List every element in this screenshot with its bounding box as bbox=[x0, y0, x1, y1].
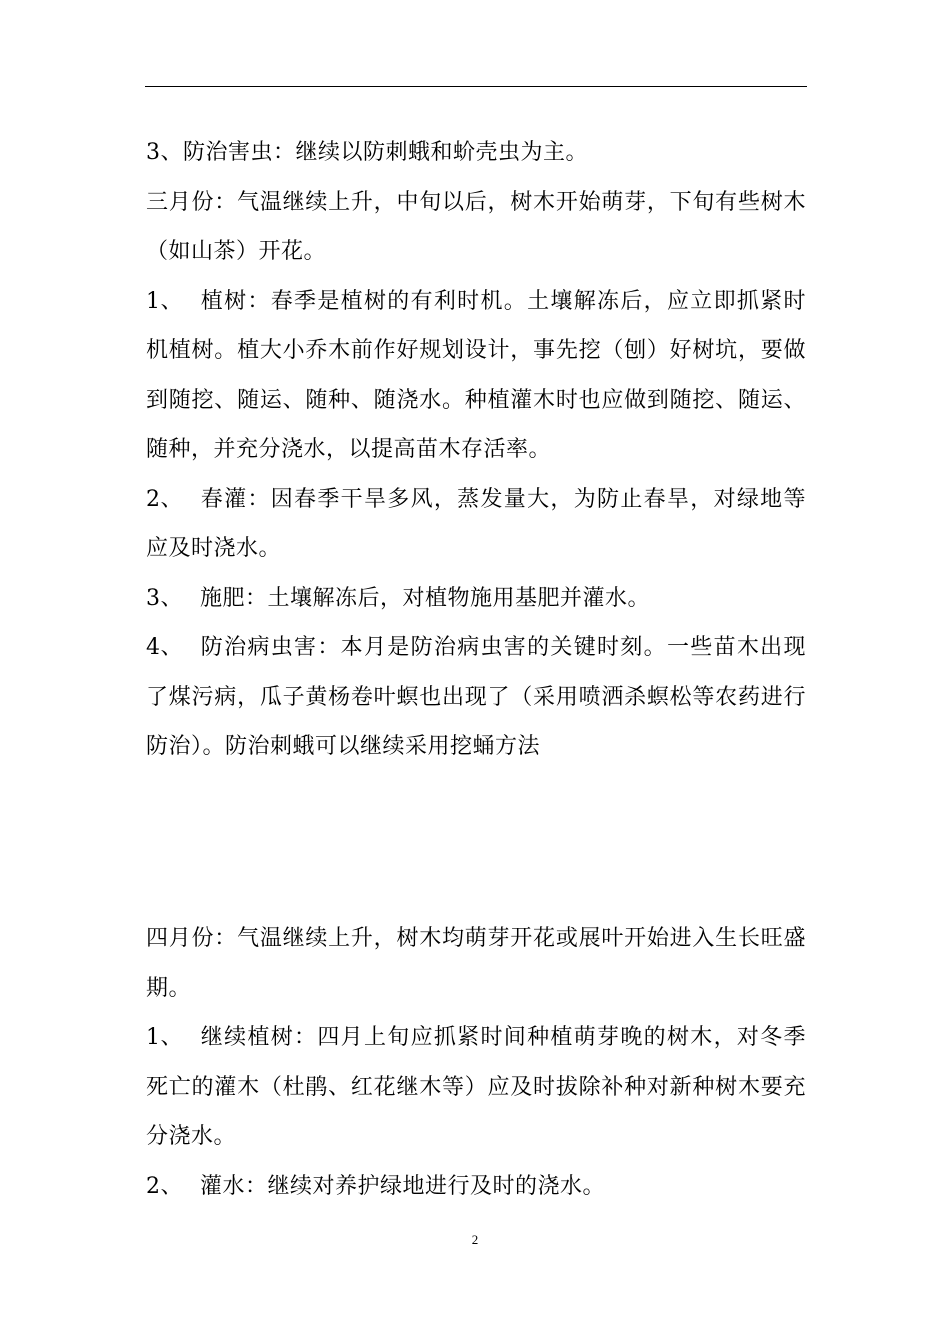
list-item bbox=[146, 1013, 806, 1162]
list-number: 1、 bbox=[146, 1025, 183, 1050]
april-intro-paragraph: 四月份：气温继续上升，树木均萌芽开花或展叶开始进入生长旺盛期。 bbox=[146, 926, 806, 1001]
list-number: 2、 bbox=[146, 486, 183, 512]
list-text: 春灌：因春季干旱多风，蒸发量大，为防止春旱，对绿地等应及时浇水。 bbox=[146, 486, 806, 561]
document-section-march bbox=[146, 128, 806, 772]
list-text: 继续植树：四月上旬应抓紧时间种植萌芽晚的树木，对冬季死亡的灌木（杜鹃、红花继木等）应及时拔除补种对新种树木要充分浇水。 bbox=[146, 1025, 806, 1149]
header-rule bbox=[145, 86, 807, 87]
list-number: 1、 bbox=[146, 288, 183, 314]
list-text: 施肥：土壤解冻后，对植物施用基肥并灌水。 bbox=[200, 585, 651, 611]
list-number: 2、 bbox=[146, 1173, 183, 1199]
document-section-april bbox=[146, 914, 806, 1211]
list-number: 3、 bbox=[146, 585, 183, 611]
list-item bbox=[146, 1162, 806, 1212]
list-text: 灌水：继续对养护绿地进行及时的浇水。 bbox=[200, 1173, 606, 1199]
list-number: 4、 bbox=[146, 635, 183, 660]
list-item bbox=[146, 277, 806, 475]
list-item bbox=[146, 475, 806, 574]
list-text: 防治病虫害：本月是防治病虫害的关键时刻。一些苗木出现了煤污病，瓜子黄杨卷叶螟也出现了（采用喷洒杀螟松等农药进行防治）。防治刺蛾可以继续采用挖蛹方法 bbox=[146, 635, 806, 759]
list-item bbox=[146, 574, 806, 624]
list-item bbox=[146, 623, 806, 772]
pest-control-paragraph: 3、防治害虫：继续以防刺蛾和蚧壳虫为主。 bbox=[146, 140, 588, 165]
march-intro-paragraph: 三月份：气温继续上升，中旬以后，树木开始萌芽，下旬有些树木（如山茶）开花。 bbox=[146, 189, 806, 264]
list-text: 植树：春季是植树的有利时机。土壤解冻后，应立即抓紧时机植树。植大小乔木前作好规划设计，事先挖（刨）好树坑，要做到随挖、随运、随种、随浇水。种植灌木时也应做到随挖、随运、随种，并充分浇水，以提高苗木存活率。 bbox=[146, 288, 806, 462]
page-number: 2 bbox=[471, 1232, 479, 1247]
